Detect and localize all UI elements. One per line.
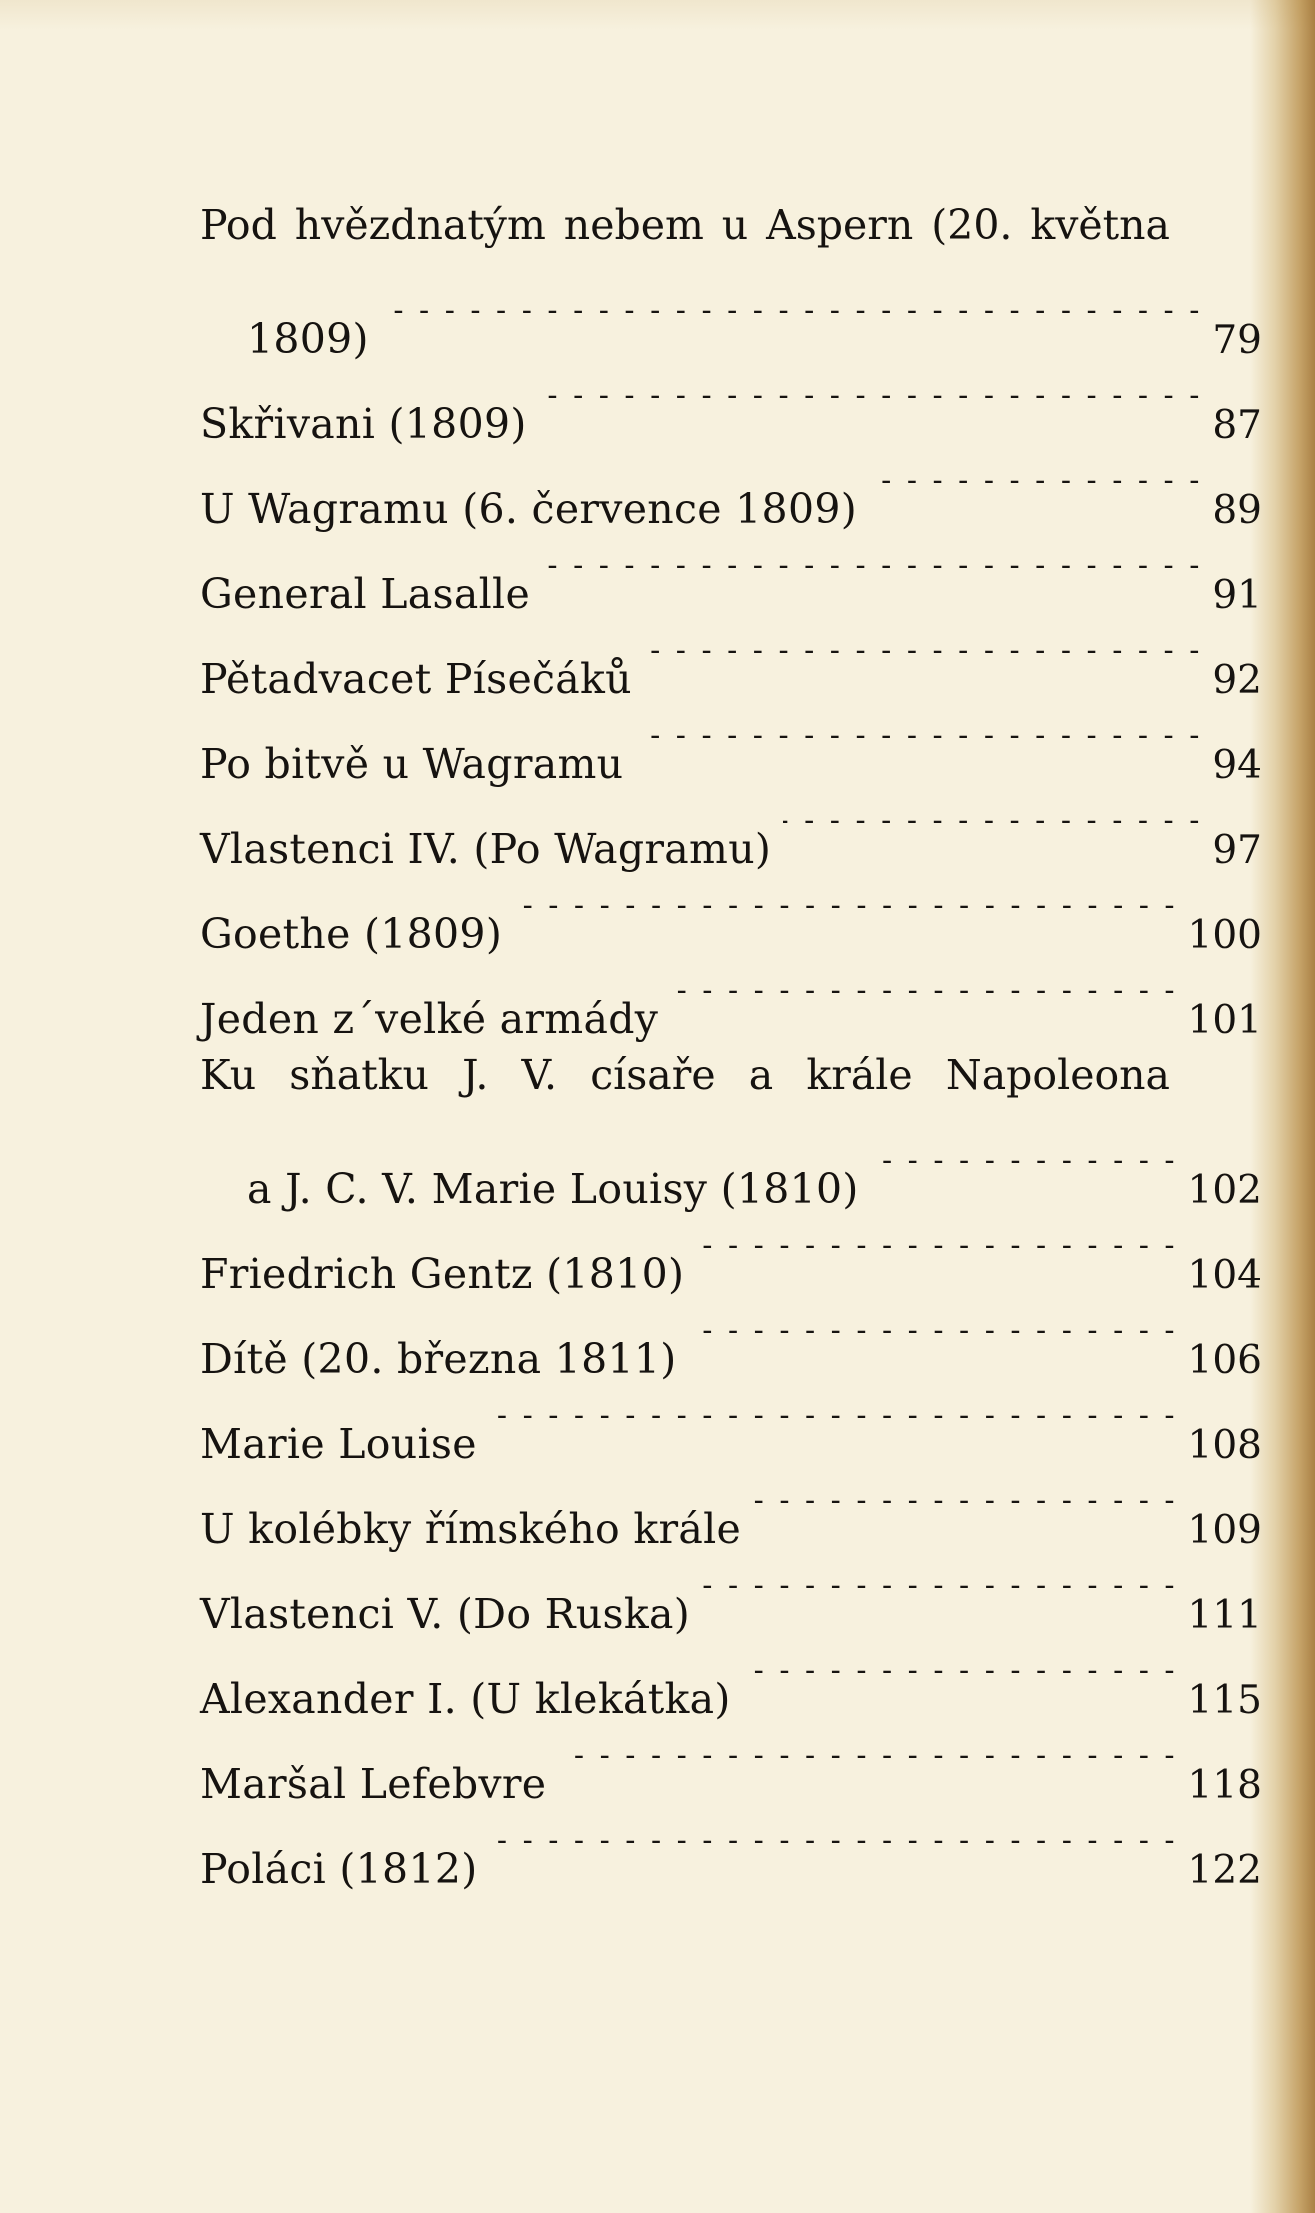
toc-entry-title-line2: a J. C. V. Marie Louisy (1810) bbox=[247, 1165, 859, 1213]
toc-entry-page: 91 bbox=[1212, 573, 1262, 618]
toc-entry-page: 94 bbox=[1212, 743, 1262, 788]
dot-leader bbox=[743, 1628, 1178, 1713]
toc-entry-title: Maršal Lefebvre bbox=[200, 1760, 547, 1808]
toc-entry-title: Poláci (1812) bbox=[200, 1845, 478, 1893]
toc-entry-title: Jeden z´velké armády bbox=[200, 995, 659, 1043]
toc-entry-title: U Wagramu (6. července 1809) bbox=[200, 485, 858, 533]
toc-entry bbox=[200, 1373, 1262, 1468]
dot-leader bbox=[542, 523, 1202, 608]
toc-entry bbox=[200, 608, 1262, 703]
toc-entry-page: 111 bbox=[1187, 1593, 1262, 1638]
dot-leader bbox=[783, 778, 1202, 863]
toc-entry-title: Marie Louise bbox=[200, 1420, 477, 1468]
toc-entry bbox=[200, 863, 1262, 958]
toc-entry-page: 109 bbox=[1187, 1508, 1262, 1553]
toc-entry-title: Skřivani (1809) bbox=[200, 400, 527, 448]
toc-entry-title-line2: 1809) bbox=[247, 315, 369, 363]
toc-entry-page: 87 bbox=[1212, 403, 1262, 448]
toc-entry-page: 100 bbox=[1187, 913, 1262, 958]
dot-leader bbox=[539, 353, 1203, 438]
toc-entry-page: 97 bbox=[1212, 828, 1262, 873]
dot-leader bbox=[696, 1203, 1177, 1288]
toc-entry bbox=[200, 1203, 1262, 1298]
dot-leader bbox=[689, 1288, 1178, 1373]
toc-entry-page: 115 bbox=[1187, 1678, 1262, 1723]
dot-leader bbox=[381, 268, 1203, 353]
dot-leader bbox=[489, 1373, 1178, 1458]
dot-leader bbox=[514, 863, 1177, 948]
toc-entry-title: Alexander I. (U klekátka) bbox=[200, 1675, 731, 1723]
toc-entry-page: 104 bbox=[1187, 1253, 1262, 1298]
table-of-contents bbox=[200, 183, 1262, 1893]
toc-entry-page: 108 bbox=[1187, 1423, 1262, 1468]
toc-entry-title-line1: Ku sňatku J. V. císaře a krále Napoleona bbox=[200, 1051, 1170, 1099]
toc-entry-page: 92 bbox=[1212, 658, 1262, 703]
toc-entry-page: 118 bbox=[1187, 1763, 1262, 1808]
toc-entry-title-line1: Pod hvězdnatým nebem u Aspern (20. května bbox=[200, 201, 1170, 249]
toc-entry bbox=[200, 438, 1262, 533]
toc-entry bbox=[200, 1713, 1262, 1808]
toc-entry bbox=[200, 948, 1262, 1043]
dot-leader bbox=[753, 1458, 1177, 1543]
toc-entry-line1 bbox=[200, 183, 1262, 268]
dot-leader bbox=[869, 438, 1202, 523]
toc-entry-page: 122 bbox=[1187, 1848, 1262, 1893]
dot-leader bbox=[558, 1713, 1177, 1798]
toc-entry-line2 bbox=[200, 268, 1262, 363]
toc-entry-title: Dítě (20. března 1811) bbox=[200, 1335, 677, 1383]
toc-entry bbox=[200, 1288, 1262, 1383]
toc-entry bbox=[200, 523, 1262, 618]
toc-entry-title: Goethe (1809) bbox=[200, 910, 503, 958]
toc-entry bbox=[200, 1033, 1262, 1213]
dot-leader bbox=[644, 608, 1202, 693]
toc-entry bbox=[200, 1798, 1262, 1893]
toc-entry bbox=[200, 1543, 1262, 1638]
toc-entry bbox=[200, 1628, 1262, 1723]
toc-entry bbox=[200, 778, 1262, 873]
toc-entry-page: 101 bbox=[1187, 998, 1262, 1043]
toc-entry-title: Vlastenci IV. (Po Wagramu) bbox=[200, 825, 772, 873]
toc-entry-title: U kolébky římského krále bbox=[200, 1505, 742, 1553]
toc-entry-page: 102 bbox=[1187, 1168, 1262, 1213]
toc-entry-page: 106 bbox=[1187, 1338, 1262, 1383]
toc-entry-page: 89 bbox=[1212, 488, 1262, 533]
toc-entry-title: Friedrich Gentz (1810) bbox=[200, 1250, 685, 1298]
toc-entry-line2 bbox=[200, 1118, 1262, 1213]
toc-entry-title: Po bitvě u Wagramu bbox=[200, 740, 624, 788]
dot-leader bbox=[871, 1118, 1178, 1203]
toc-entry-title: Pětadvacet Písečáků bbox=[200, 655, 632, 703]
dot-leader bbox=[490, 1798, 1178, 1883]
toc-entry-line1 bbox=[200, 1033, 1262, 1118]
toc-entry-page: 79 bbox=[1212, 318, 1262, 363]
toc-entry-title: General Lasalle bbox=[200, 570, 531, 618]
toc-entry bbox=[200, 1458, 1262, 1553]
dot-leader bbox=[670, 948, 1177, 1033]
toc-entry bbox=[200, 183, 1262, 363]
toc-entry-title: Vlastenci V. (Do Ruska) bbox=[200, 1590, 691, 1638]
dot-leader bbox=[702, 1543, 1177, 1628]
dot-leader bbox=[635, 693, 1202, 778]
toc-entry bbox=[200, 693, 1262, 788]
toc-entry bbox=[200, 353, 1262, 448]
